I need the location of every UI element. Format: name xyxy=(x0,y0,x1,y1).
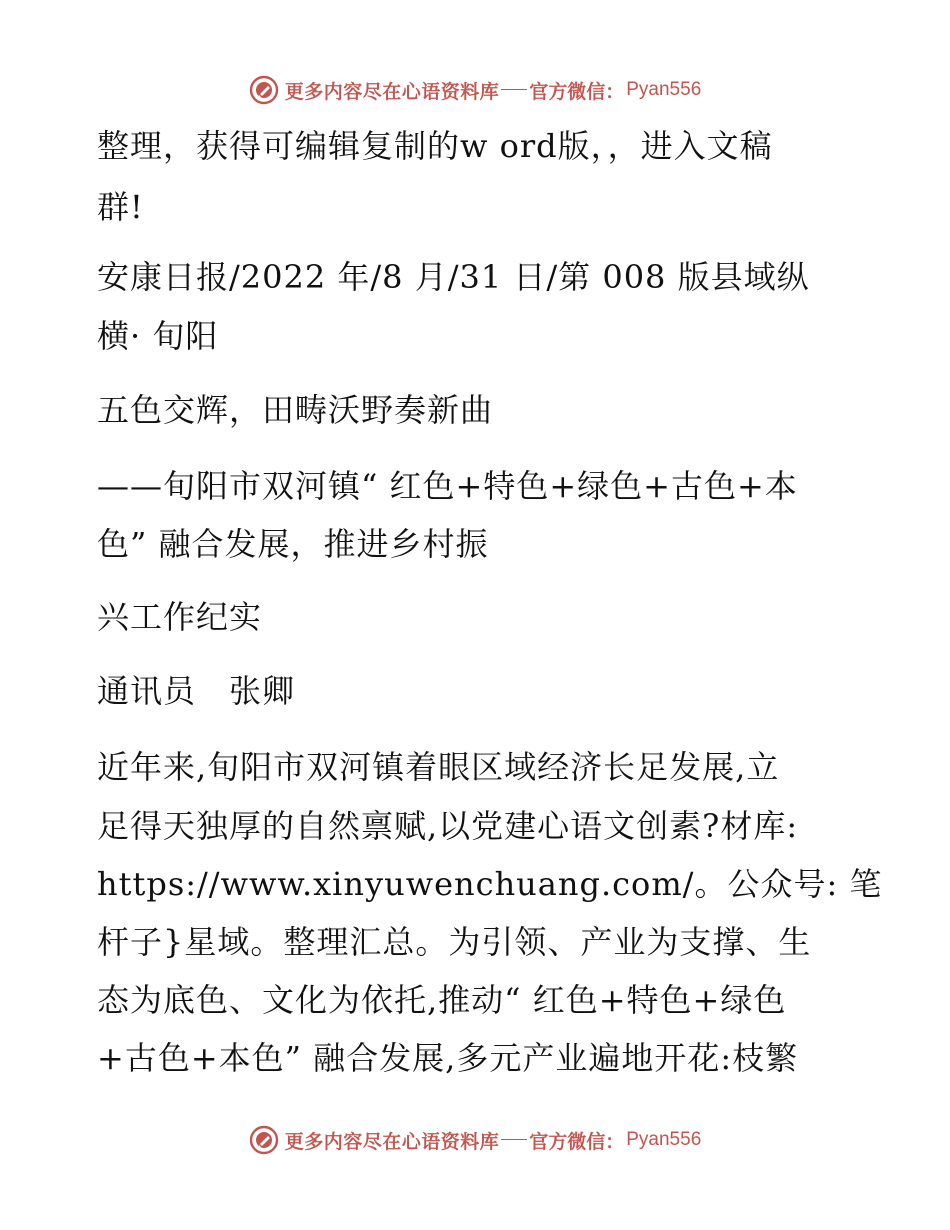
banner-dash xyxy=(501,1139,527,1140)
banner-text: 更多内容尽在心语资料库 xyxy=(284,80,500,103)
text-line: https://www.xinyuwenchuang.com/。公众号: 笔 xyxy=(97,865,883,903)
footer-watermark-banner xyxy=(0,1120,950,1160)
text-line: ——旬阳市双河镇“ 红色+特色+绿色+古色+本 xyxy=(97,467,798,505)
text-line: +古色+本色” 融合发展,多元产业遍地开花:枝繁 xyxy=(97,1039,799,1077)
banner-wechat-id: Pyan556 xyxy=(626,79,702,100)
text-line: 杆子}星域。整理汇总。为引领、产业为支撑、生 xyxy=(97,923,812,961)
text-line: 横· 旬阳 xyxy=(97,317,219,355)
text-line: 群! xyxy=(97,188,144,226)
banner-dash xyxy=(501,89,527,90)
text-line: 足得天独厚的自然禀赋,以党建心语文创素?材库: xyxy=(97,807,799,845)
text-line: 五色交辉，田畴沃野奏新曲 xyxy=(97,391,494,429)
text-line: 通讯员 张卿 xyxy=(97,672,296,710)
text-line: 近年来,旬阳市双河镇着眼区域经济长足发展,立 xyxy=(97,748,780,786)
pen-logo-icon xyxy=(249,1125,279,1155)
text-line: 态为底色、文化为依托,推动“ 红色+特色+绿色 xyxy=(97,981,787,1019)
banner-wechat-id: Pyan556 xyxy=(626,1129,702,1150)
banner-text: 更多内容尽在心语资料库 xyxy=(284,1130,500,1153)
text-line: 整理，获得可编辑复制的w ord版，，进入文稿 xyxy=(97,127,773,165)
banner-wechat-label: 官方微信： xyxy=(529,1130,625,1153)
banner-wechat-label: 官方微信： xyxy=(529,80,625,103)
text-line: 色” 融合发展，推进乡村振 xyxy=(97,525,489,563)
text-line: 兴工作纪实 xyxy=(97,598,263,636)
header-watermark-banner xyxy=(0,70,950,110)
text-line: 安康日报/2022 年/8 月/31 日/第 008 版县域纵 xyxy=(97,258,810,296)
pen-logo-icon xyxy=(249,75,279,105)
